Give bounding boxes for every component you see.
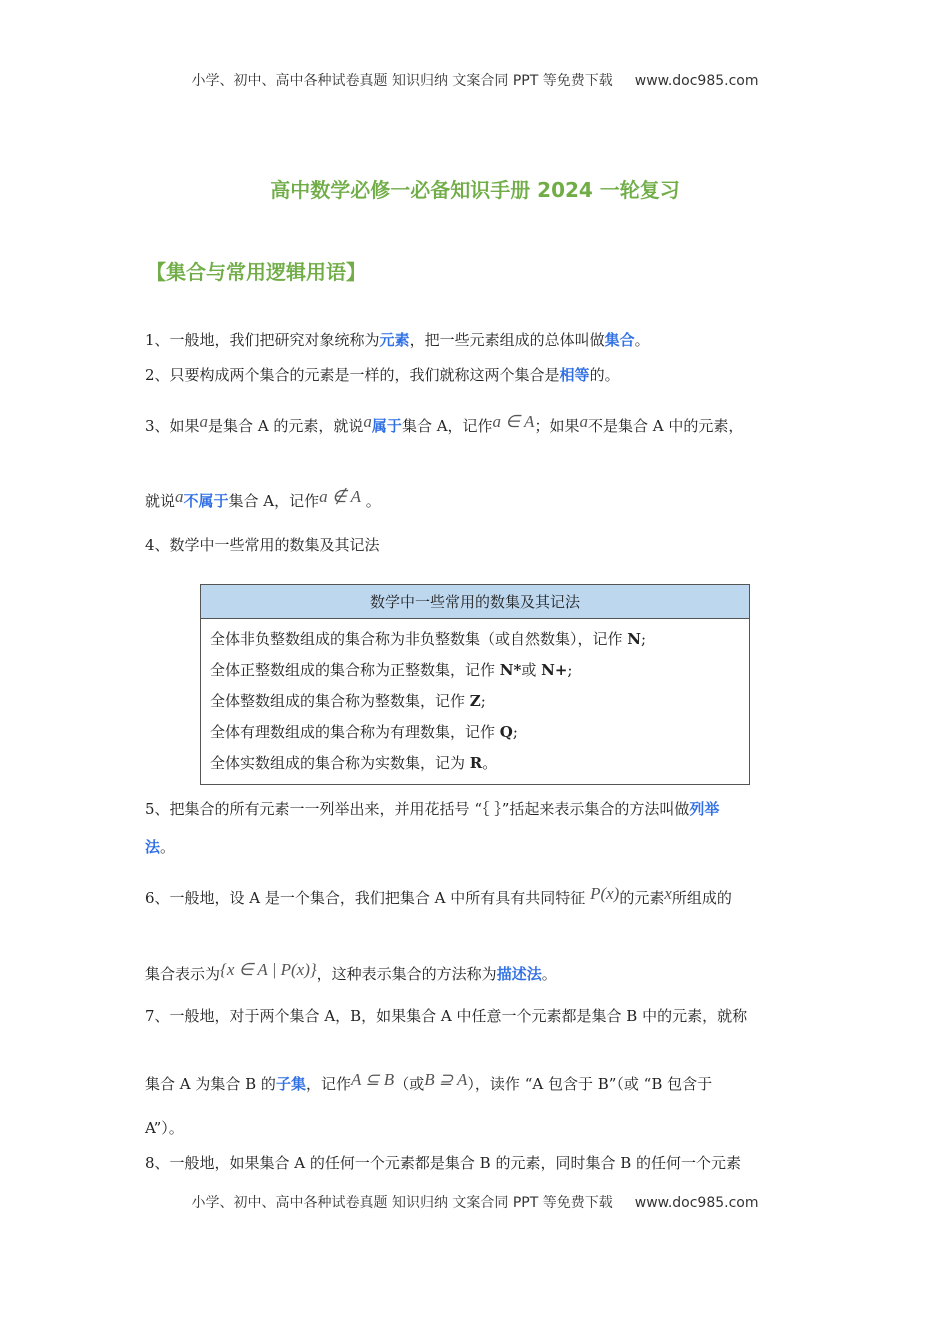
text-run: 全体正整数组成的集合称为正整数集，记作 [210,661,500,679]
text-run: ; [567,661,573,679]
text-run: 3、如果 [145,417,200,435]
text-run: 5、把集合的所有元素一一列举出来，并用花括号 “｛ ｝”括起来表示集合的方法叫做 [145,800,690,818]
set-symbol: N+ [541,661,568,679]
set-symbol: N* [499,661,522,679]
paragraph-line [145,329,650,350]
paragraph-line [145,1005,747,1026]
text-run: 1、一般地，我们把研究对象统称为 [145,331,380,349]
paragraph-line [145,534,380,555]
page-header [0,70,950,90]
keyword: 集合 [604,331,635,349]
text-run: 。 [634,331,650,349]
keyword: 不属于 [183,492,229,510]
table-cell [201,685,750,716]
set-symbol: Q [499,723,513,741]
keyword: 元素 [379,331,410,349]
table-cell [201,747,750,785]
text-run: 4、数学中一些常用的数集及其记法 [145,536,380,554]
text-run: ，这种表示集合的方法称为 [316,965,497,983]
math-expression: a [199,412,209,431]
document-title: 高中数学必修一必备知识手册 2024 一轮复习 [270,178,680,202]
paragraph-line [145,884,732,908]
table-cell [201,716,750,747]
text-run: 。 [361,492,381,510]
text-run: 。 [541,965,557,983]
text-run: 集合 A 为集合 B 的 [145,1075,276,1093]
set-symbol: R [469,754,483,772]
table-cell [201,619,750,655]
text-run: ），读作 “A 包含于 B”（或 “B 包含于 [467,1075,713,1093]
paragraph-line [145,1070,712,1094]
paragraph-line [145,412,743,436]
text-run: ; [641,630,647,648]
table-row [201,685,750,716]
table-header: 数学中一些常用的数集及其记法 [201,585,750,619]
text-run: 全体非负整数组成的集合称为非负整数集（或自然数集），记作 [210,630,628,648]
text-run: ; [480,692,486,710]
text-run: 的元素 [619,889,665,907]
text-run: 2、只要构成两个集合的元素是一样的，我们就称这两个集合是 [145,366,560,384]
section-heading: 【集合与常用逻辑用语】 [146,260,366,284]
text-run: ；如果 [534,417,580,435]
text-run: 或 [521,661,542,679]
footer-text: 小学、初中、高中各种试卷真题 知识归纳 文案合同 PPT 等免费下载 [191,1195,613,1211]
keyword: 列举 [689,800,720,818]
text-run: 不是集合 A 中的元素， [587,417,744,435]
math-expression: a [579,412,588,431]
text-run: ，把一些元素组成的总体叫做 [409,331,605,349]
footer-url[interactable]: www.doc985.com [634,1195,759,1211]
math-expression: A ⊆ B [350,1070,395,1089]
table-row [201,619,750,655]
text-run: 。 [482,754,498,772]
set-symbol: N [627,630,641,648]
text-run: 全体实数组成的集合称为实数集，记为 [210,754,470,772]
table-row [201,654,750,685]
text-run: 集合表示为 [145,965,221,983]
text-run: 是集合 A 的元素，就说 [208,417,364,435]
set-symbol: Z [469,692,481,710]
text-run: 7、一般地，对于两个集合 A，B，如果集合 A 中任意一个元素都是集合 B 中的元素，就称 [145,1007,748,1025]
text-run: 的。 [589,366,620,384]
math-expression: B ⊇ A [424,1070,468,1089]
paragraph-line [145,960,557,984]
text-run: （或 [394,1075,425,1093]
paragraph-line [145,1152,741,1173]
text-run: 集合 A，记作 [401,417,493,435]
keyword: 描述法 [496,965,542,983]
table-cell [201,654,750,685]
number-sets-table [200,584,750,785]
text-run: 全体整数组成的集合称为整数集，记作 [210,692,470,710]
math-expression: a [175,487,184,506]
math-expression: a ∉ A [319,487,362,506]
paragraph-line [145,1117,184,1138]
math-expression: P(x) [590,884,620,903]
page-footer [0,1192,950,1212]
math-expression: a ∈ A [492,412,535,431]
text-run: ，记作 [305,1075,351,1093]
math-expression: {x ∈ A | P(x)} [220,960,317,979]
text-run: 6、一般地，设 A 是一个集合，我们把集合 A 中所有具有共同特征 [145,889,591,907]
table-row [201,747,750,785]
paragraph-line [145,487,381,511]
paragraph-line [145,798,719,819]
text-run: 就说 [145,492,176,510]
text-run: 集合 A，记作 [228,492,320,510]
table-row [201,716,750,747]
math-expression: a [363,412,372,431]
header-text: 小学、初中、高中各种试卷真题 知识归纳 文案合同 PPT 等免费下载 [191,73,613,89]
text-run: 8、一般地，如果集合 A 的任何一个元素都是集合 B 的元素，同时集合 B 的任何一个元素 [145,1154,742,1172]
header-url[interactable]: www.doc985.com [634,73,759,89]
keyword: 相等 [559,366,590,384]
keyword: 属于 [371,417,402,435]
math-expression: x [664,884,672,903]
keyword: 法 [145,838,161,856]
text-run: 。 [160,838,176,856]
text-run: 全体有理数组成的集合称为有理数集，记作 [210,723,500,741]
paragraph-line [145,364,620,385]
text-run: 所组成的 [671,889,732,907]
keyword: 子集 [275,1075,306,1093]
paragraph-line [145,836,175,857]
text-run: ; [512,723,518,741]
text-run: A”）。 [145,1119,184,1137]
